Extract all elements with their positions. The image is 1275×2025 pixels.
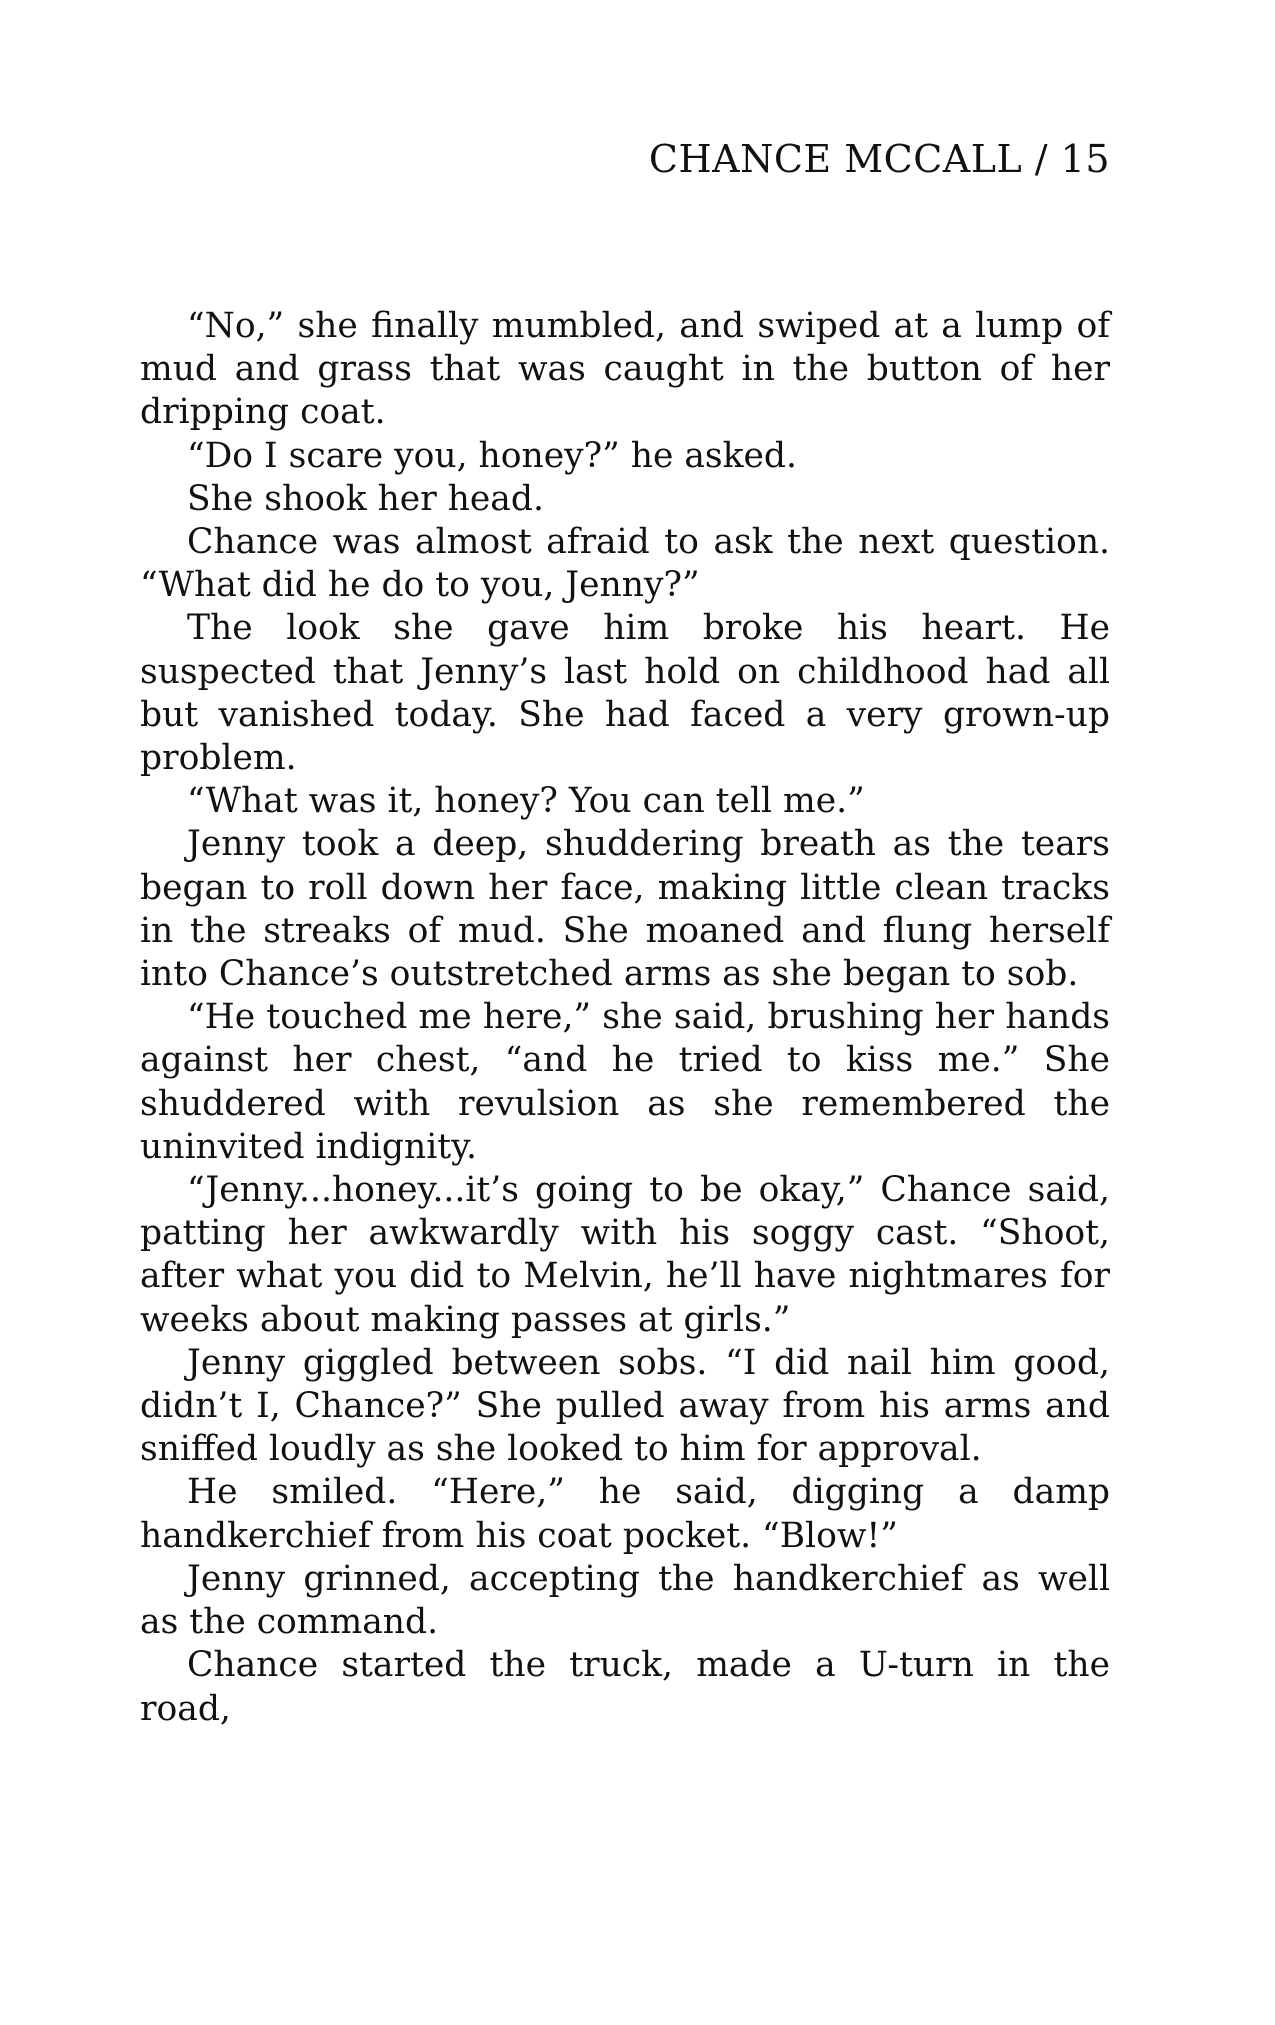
paragraph: Jenny giggled between sobs. “I did nail him good, didn’t I, Chance?” She pulled away from his arms and sniffed loudly as she looked to him for approval.: [140, 1342, 1110, 1470]
paragraph: “Do I scare you, honey?” he asked.: [187, 435, 797, 476]
paragraph: He smiled. “Here,” he said, digging a damp handkerchief from his coat pocket. “Blow!”: [140, 1472, 1110, 1556]
body-text: [140, 305, 1110, 1731]
paragraph: “No,” she finally mumbled, and swiped at a lump of mud and grass that was caught in the button of her dripping coat.: [140, 306, 1110, 433]
paragraph: The look she gave him broke his heart. He suspected that Jenny’s last hold on childhood had all but vanished today. She had faced a very grown-up problem.: [140, 608, 1110, 779]
paragraph: “What was it, honey? You can tell me.”: [187, 781, 865, 822]
running-head: CHANCE MCCALL / 15: [648, 137, 1110, 181]
paragraph: Chance started the truck, made a U-turn in the road,: [140, 1645, 1110, 1729]
paragraph: Chance was almost afraid to ask the next question. “What did he do to you, Jenny?”: [140, 522, 1110, 606]
paragraph: Jenny grinned, accepting the handkerchief as well as the command.: [140, 1558, 1110, 1643]
paragraph: Jenny took a deep, shuddering breath as the tears began to roll down her face, making little clean tracks in the streaks of mud. She moaned and flung herself into Chance’s outstretched arms as she began to sob.: [140, 824, 1110, 995]
paragraph: “He touched me here,” she said, brushing her hands against her chest, “and he tried to kiss me.” She shuddered with revulsion as she remembered the uninvited indignity.: [140, 997, 1110, 1167]
paragraph: She shook her head.: [187, 478, 544, 519]
paragraph: “Jenny...honey...it’s going to be okay,” Chance said, patting her awkwardly with his soggy cast. “Shoot, after what you did to Melvin, he’ll have nightmares for weeks about making passes at girls.”: [140, 1170, 1110, 1340]
